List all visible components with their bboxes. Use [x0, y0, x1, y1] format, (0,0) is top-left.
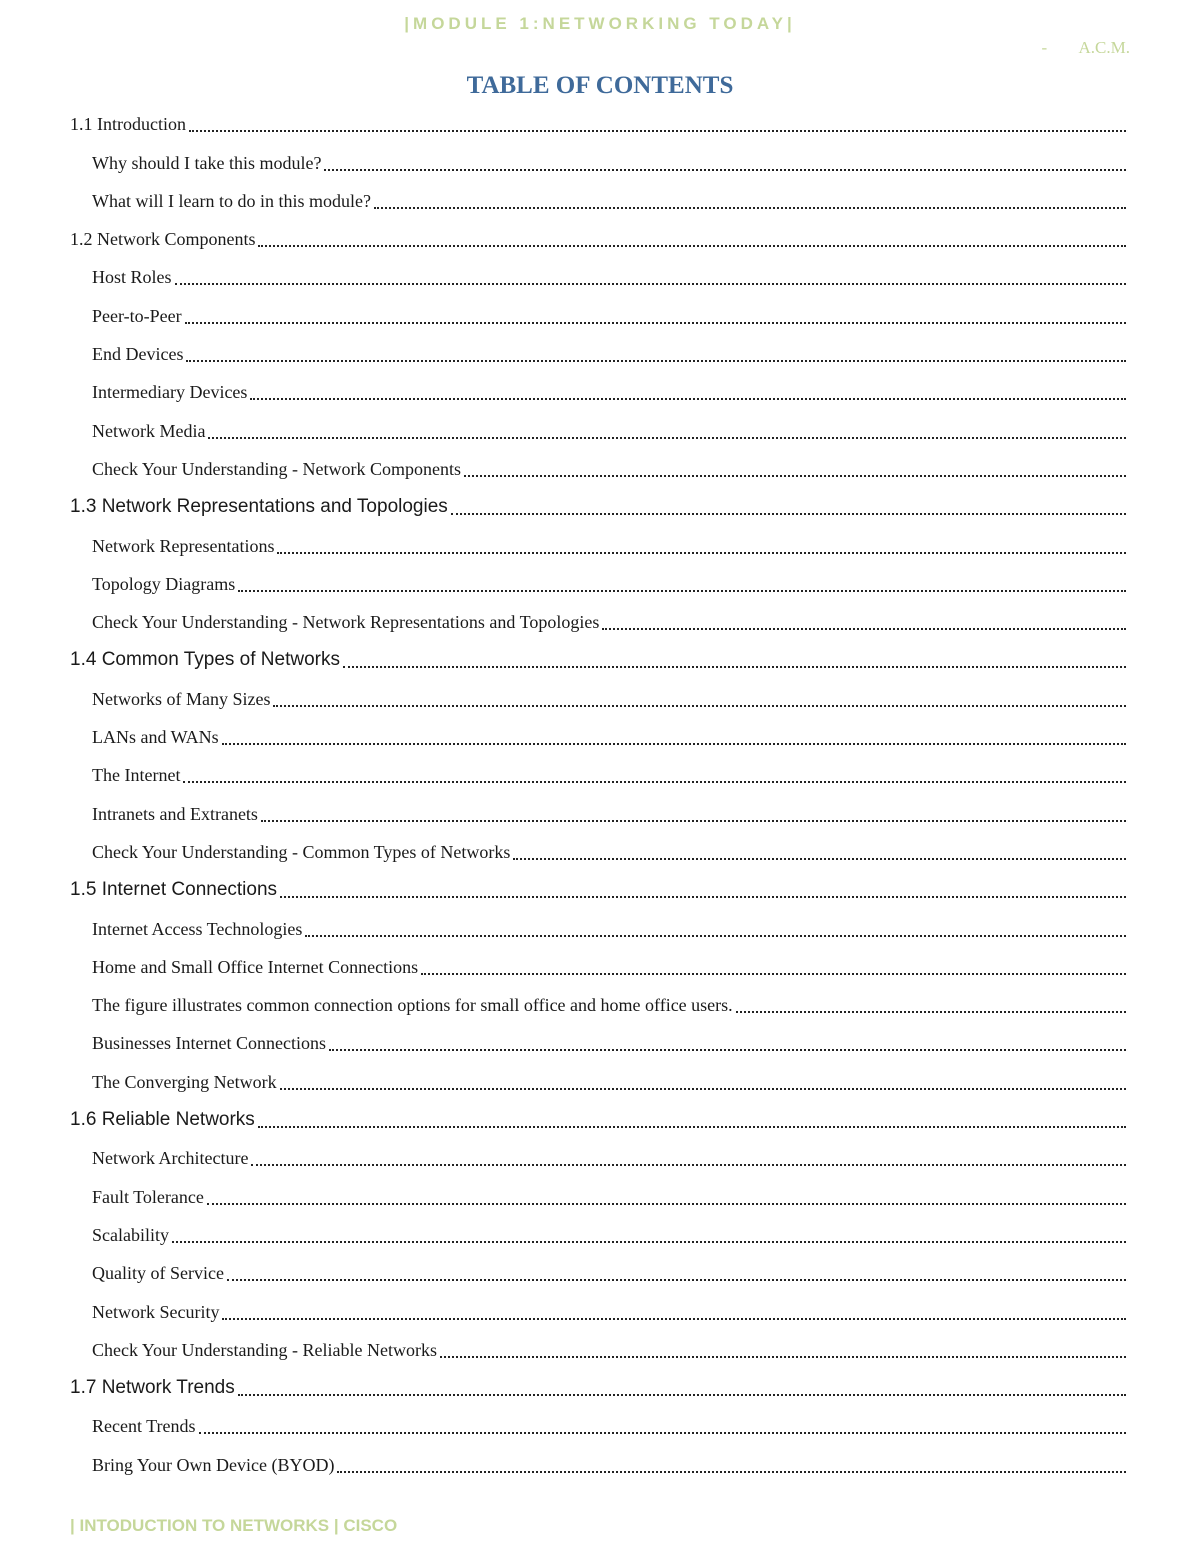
toc-entry-label: 1.7 Network Trends [70, 1377, 235, 1399]
page-footer: | INTODUCTION TO NETWORKS | CISCO [70, 1516, 398, 1535]
toc-subsection-entry[interactable] [70, 294, 1126, 332]
dot-leader [199, 1432, 1127, 1434]
toc-entry-label: The Internet [92, 765, 181, 786]
toc-subsection-entry[interactable] [70, 1443, 1126, 1481]
toc-subsection-entry[interactable] [70, 792, 1126, 830]
dot-leader [513, 858, 1126, 860]
toc-subsection-entry[interactable] [70, 601, 1126, 639]
toc-entry-label: Scalability [92, 1224, 169, 1245]
toc-entry-label: LANs and WANs [92, 727, 219, 748]
dot-leader [258, 1126, 1126, 1128]
toc-entry-label: 1.2 Network Components [70, 229, 256, 250]
dot-leader [602, 628, 1126, 630]
dot-leader [440, 1356, 1126, 1358]
dot-leader [324, 169, 1126, 171]
toc-section-entry[interactable] [70, 486, 1126, 524]
toc-subsection-entry[interactable] [70, 1290, 1126, 1328]
toc-entry-label: Network Security [92, 1301, 220, 1322]
toc-subsection-entry[interactable] [70, 1022, 1126, 1060]
author-header [1042, 38, 1130, 58]
dot-leader [464, 475, 1126, 477]
toc-subsection-entry[interactable] [70, 180, 1126, 218]
toc-subsection-entry[interactable] [70, 831, 1126, 869]
toc-entry-label: Businesses Internet Connections [92, 1033, 326, 1054]
toc-section-entry[interactable] [70, 869, 1126, 907]
toc-entry-label: Why should I take this module? [92, 152, 322, 173]
toc-entry-label: 1.4 Common Types of Networks [70, 649, 340, 671]
toc-subsection-entry[interactable] [70, 1252, 1126, 1290]
toc-subsection-entry[interactable] [70, 141, 1126, 179]
toc-entry-label: The Converging Network [92, 1071, 277, 1092]
dot-leader [208, 437, 1126, 439]
dot-leader [222, 1318, 1126, 1320]
dot-leader [185, 322, 1126, 324]
dot-leader [222, 743, 1126, 745]
dot-leader [258, 245, 1126, 247]
dot-leader [273, 705, 1126, 707]
toc-entry-label: What will I learn to do in this module? [92, 190, 371, 211]
toc-entry-label: Fault Tolerance [92, 1186, 204, 1207]
toc-subsection-entry[interactable] [70, 371, 1126, 409]
toc-subsection-entry[interactable] [70, 1060, 1126, 1098]
toc-entry-label: The figure illustrates common connection options for small office and home office users. [92, 995, 733, 1016]
dot-leader [277, 552, 1126, 554]
dot-leader [172, 1241, 1126, 1243]
dot-leader [227, 1279, 1126, 1281]
toc-section-entry[interactable] [70, 1099, 1126, 1137]
dot-leader [238, 1394, 1126, 1396]
toc-subsection-entry[interactable] [70, 754, 1126, 792]
toc-section-entry[interactable] [70, 218, 1126, 256]
dot-leader [175, 283, 1126, 285]
toc-entry-label: Check Your Understanding - Reliable Networks [92, 1339, 437, 1360]
dot-leader [280, 896, 1126, 898]
toc-section-entry[interactable] [70, 1367, 1126, 1405]
toc-subsection-entry[interactable] [70, 1214, 1126, 1252]
dot-leader [337, 1471, 1126, 1473]
dot-leader [343, 666, 1126, 668]
dot-leader [421, 973, 1126, 975]
toc-entry-label: Quality of Service [92, 1263, 224, 1284]
toc-subsection-entry[interactable] [70, 448, 1126, 486]
toc-entry-label: 1.6 Reliable Networks [70, 1109, 255, 1131]
dot-leader [183, 781, 1126, 783]
toc-subsection-entry[interactable] [70, 1405, 1126, 1443]
dot-leader [280, 1088, 1126, 1090]
toc-subsection-entry[interactable] [70, 1329, 1126, 1367]
toc-entry-label: Network Media [92, 420, 206, 441]
toc-subsection-entry[interactable] [70, 946, 1126, 984]
toc-entry-label: Intranets and Extranets [92, 803, 258, 824]
toc-subsection-entry[interactable] [70, 409, 1126, 447]
toc-entry-label: Peer-to-Peer [92, 305, 182, 326]
toc-section-entry[interactable] [70, 103, 1126, 141]
toc-subsection-entry[interactable] [70, 333, 1126, 371]
toc-entry-label: 1.3 Network Representations and Topologies [70, 496, 448, 518]
toc-subsection-entry[interactable] [70, 256, 1126, 294]
dot-leader [329, 1049, 1126, 1051]
toc-entry-label: Check Your Understanding - Common Types of Networks [92, 841, 511, 862]
toc-title: TABLE OF CONTENTS [466, 72, 734, 99]
dot-leader [374, 207, 1126, 209]
dot-leader [736, 1011, 1126, 1013]
toc-subsection-entry[interactable] [70, 524, 1126, 562]
toc-entry-label: 1.5 Internet Connections [70, 879, 278, 901]
toc-subsection-entry[interactable] [70, 677, 1126, 715]
toc-entry-label: Host Roles [92, 267, 172, 288]
toc-entry-label: Check Your Understanding - Network Components [92, 458, 461, 479]
toc-entry-label: Intermediary Devices [92, 382, 248, 403]
toc-entry-label: Networks of Many Sizes [92, 688, 271, 709]
toc-entry-label: Home and Small Office Internet Connections [92, 956, 419, 977]
module-header: |MODULE 1:NETWORKING TODAY| [404, 14, 796, 33]
dot-leader [189, 130, 1126, 132]
toc-entry-label: Topology Diagrams [92, 573, 236, 594]
toc-section-entry[interactable] [70, 639, 1126, 677]
toc-entry-label: 1.1 Introduction [70, 114, 186, 135]
toc-subsection-entry[interactable] [70, 1175, 1126, 1213]
toc-entry-label: Network Representations [92, 535, 275, 556]
dot-leader [186, 360, 1126, 362]
author-initials: A.C.M. [1078, 38, 1130, 57]
toc-entry-label: Internet Access Technologies [92, 918, 303, 939]
toc-subsection-entry[interactable] [70, 716, 1126, 754]
dot-leader [251, 1164, 1126, 1166]
header-dash: - [1041, 38, 1048, 57]
toc-entry-label: Network Architecture [92, 1148, 249, 1169]
dot-leader [451, 513, 1126, 515]
dot-leader [261, 820, 1126, 822]
dot-leader [238, 590, 1126, 592]
toc-entry-label: Recent Trends [92, 1416, 196, 1437]
dot-leader [207, 1203, 1126, 1205]
toc-entry-label: Bring Your Own Device (BYOD) [92, 1454, 335, 1475]
toc-subsection-entry[interactable] [70, 1137, 1126, 1175]
dot-leader [250, 398, 1126, 400]
toc-entry-label: Check Your Understanding - Network Representations and Topologies [92, 612, 600, 633]
toc-list [70, 103, 1126, 1482]
toc-subsection-entry[interactable] [70, 984, 1126, 1022]
toc-subsection-entry[interactable] [70, 563, 1126, 601]
dot-leader [305, 935, 1126, 937]
toc-subsection-entry[interactable] [70, 907, 1126, 945]
toc-entry-label: End Devices [92, 344, 184, 365]
